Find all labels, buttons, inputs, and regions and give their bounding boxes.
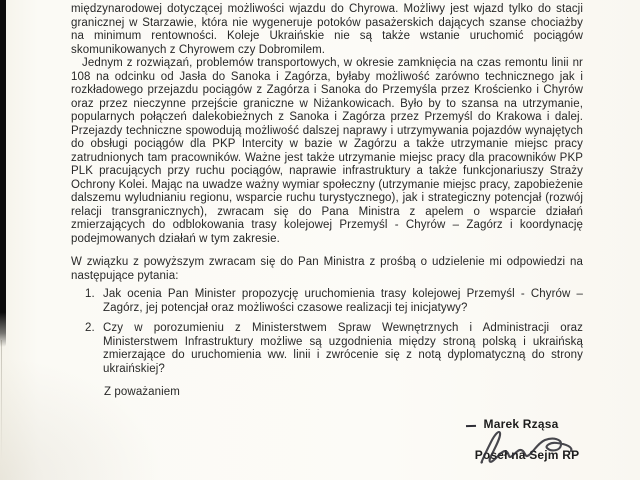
signatory-title: Poseł na Sejm RP (474, 448, 580, 462)
question-number: 1. (85, 288, 95, 300)
ink-dash-artifact (466, 425, 476, 427)
letter-body (71, 3, 583, 400)
paragraph-continuation: międzynarodowej dotyczącej możliwości wjazdu do Chyrowa. Możliwy jest wjazd tylko do stacji granicznej w Starzawie, która nie wygeneruje potoków pasażerskich dających szanse chociażby na minimum rentowności. Koleje Ukraińskie nie są także wstanie uruchomić pociągów skomunikowanych z Chyrowem czy Dobromilem. (71, 3, 583, 56)
questions-list (85, 288, 583, 376)
signature-block (452, 417, 602, 462)
question-text: Czy w porozumieniu z Ministerstwem Spraw Wewnętrznych i Administracji oraz Ministerstwem Infrastruktury możliwe są uzgodnienia między stroną polską i ukraińską zmierzające do uruchomienia ww. linii i zwrócenie się z notą dyplomatyczną do strony ukraińskiej? (103, 322, 583, 375)
question-number: 2. (85, 322, 95, 334)
question-item (85, 322, 583, 376)
question-text: Jak ocenia Pan Minister propozycję uruchomienia trasy kolejowej Przemyśl - Chyrów – Zagórz, jej potencjał oraz możliwości czasowe realizacji tej inicjatywy? (103, 288, 583, 314)
signatory-name: Marek Rząsa (483, 417, 559, 431)
paragraph-request: W związku z powyższym zwracam się do Pan Ministra z prośbą o udzielenie mi odpowiedzi na następujące pytania: (71, 256, 583, 282)
closing-salutation: Z poważaniem (104, 386, 180, 398)
question-item (85, 288, 583, 315)
paragraph-proposal: Jednym z rozwiązań, problemów transportowych, w okresie zamknięcia na czas remontu linii nr 108 na odcinku od Jasła do Sanoka i Zagórza, byłaby możliwość zarówno technicznego jak i rozkładowego przejazdu pociągów z Zagórza i Sanoka do Przemyśla przez Krościenko i Chyrów oraz przez nieczynne przejście graniczne w Niżankowicach. Było by to szansa na utrzymanie, popularnych połączeń dalekobieżnych z Sanoka i Zagórza przez Przemyśl do Krakowa i dalej. Przejazdy techniczne spowodują możliwość dalszej naprawy i utrzymywania pojazdów wynajętych do obsługi pociągów dla PKP Intercity w bazie w Zagórzu a także utrzymanie miejsc pracy zatrudnionych tam pracowników. Ważne jest także utrzymanie miejsc pracy dla pracowników PKP PLK pracujących przy ruchu pociągów, naprawie infrastruktury a także funkcjonariuszy Straży Ochrony Kolei. Mając na uwadze ważny wymiar społeczny (utrzymanie miejsc pracy, zapobieżenie dalszemu wyludnianiu regionu, wsparcie ruchu turystycznego), jak i strategiczny potencjał (rozwój relacji transgranicznych), zwracam się do Pana Ministra z apelem o wsparcie działań zmierzających do odblokowania trasy kolejowej Przemyśl - Chyrów – Zagórz i koordynację podejmowanych działań w tym zakresie. (71, 57, 583, 245)
scan-artifact-bar (0, 0, 6, 347)
scan-artifact-line (1, 340, 2, 460)
